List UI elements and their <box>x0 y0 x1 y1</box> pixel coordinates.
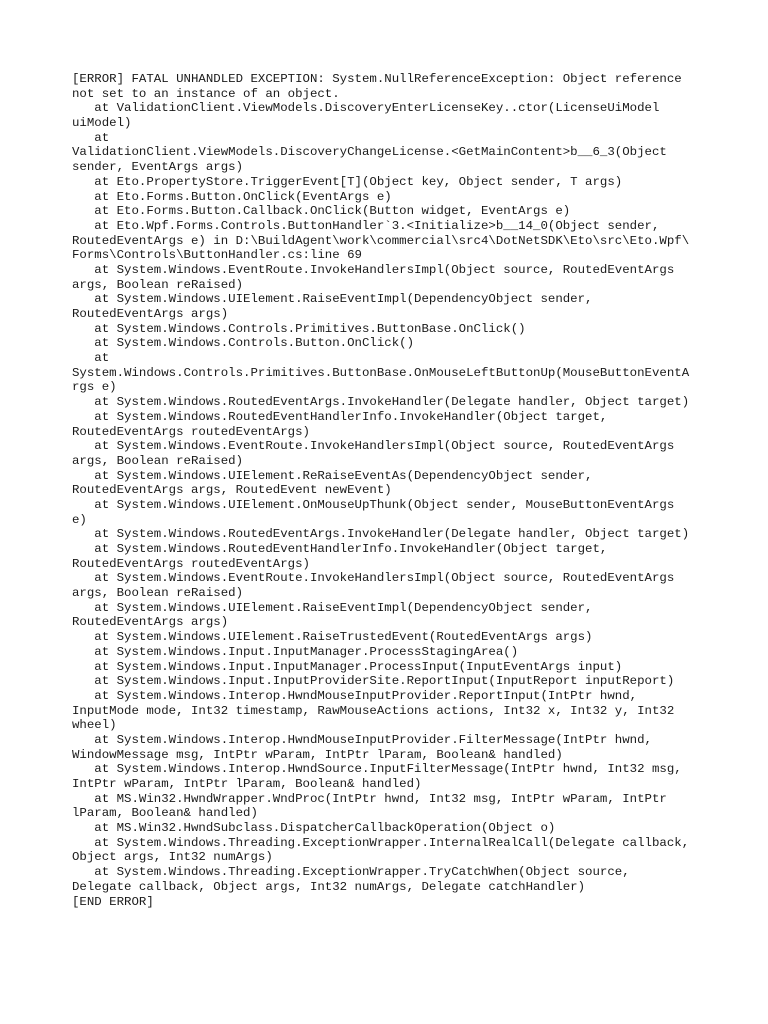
log-line: at System.Windows.UIElement.OnMouseUpThunk(Object sender, MouseButtonEventArgs <box>72 497 675 512</box>
log-line: at System.Windows.Threading.ExceptionWrapper.TryCatchWhen(Object source, <box>72 865 630 880</box>
log-line: Delegate callback, Object args, Int32 numArgs, Delegate catchHandler) <box>72 879 586 894</box>
log-line: RoutedEventArgs args) <box>72 307 229 321</box>
log-line: at Eto.Forms.Button.Callback.OnClick(Button widget, EventArgs e) <box>72 204 571 219</box>
log-line: rgs e) <box>72 380 117 395</box>
log-line: Forms\Controls\ButtonHandler.cs:line 69 <box>72 248 362 263</box>
log-line: at MS.Win32.HwndWrapper.WndProc(IntPtr hwnd, Int32 msg, IntPtr wParam, IntPtr <box>72 791 667 806</box>
log-line: at ValidationClient.ViewModels.DiscoveryEnterLicenseKey..ctor(LicenseUiModel <box>72 101 660 116</box>
log-line: at System.Windows.EventRoute.InvokeHandlersImpl(Object source, RoutedEventArgs <box>72 439 675 454</box>
log-line: RoutedEventArgs routedEventArgs) <box>72 424 310 439</box>
log-line: at System.Windows.Controls.Primitives.ButtonBase.OnClick() <box>72 321 526 336</box>
log-line: Object args, Int32 numArgs) <box>72 850 273 865</box>
log-line: at System.Windows.EventRoute.InvokeHandlersImpl(Object source, RoutedEventArgs <box>72 262 675 277</box>
log-line: at System.Windows.RoutedEventArgs.InvokeHandler(Delegate handler, Object target) <box>72 527 690 542</box>
log-line: at MS.Win32.HwndSubclass.DispatcherCallbackOperation(Object o) <box>72 821 556 836</box>
log-line: at System.Windows.RoutedEventArgs.InvokeHandler(Delegate handler, Object target) <box>72 395 690 410</box>
log-line: at Eto.PropertyStore.TriggerEvent[T](Object key, Object sender, T args) <box>72 174 623 189</box>
log-line: RoutedEventArgs args) <box>72 615 229 630</box>
log-line: not set to an instance of an object. <box>72 86 340 101</box>
log-line: at System.Windows.Threading.ExceptionWrapper.InternalRealCall(Delegate callback, <box>72 835 690 850</box>
log-line: at System.Windows.Interop.HwndSource.InputFilterMessage(IntPtr hwnd, Int32 msg, <box>72 762 682 777</box>
log-line: IntPtr wParam, IntPtr lParam, Boolean& handled) <box>72 777 422 791</box>
log-line: at <box>72 130 110 145</box>
log-line: ValidationClient.ViewModels.DiscoveryChangeLicense.<GetMainContent>b__6_3(Object <box>72 145 667 160</box>
log-line: at System.Windows.Input.InputProviderSite.ReportInput(InputReport inputReport) <box>72 674 675 689</box>
log-line: at System.Windows.Interop.HwndMouseInputProvider.ReportInput(IntPtr hwnd, <box>72 688 638 703</box>
log-line: at System.Windows.Controls.Button.OnClick() <box>72 336 415 351</box>
log-line: at System.Windows.EventRoute.InvokeHandlersImpl(Object source, RoutedEventArgs <box>72 571 675 586</box>
log-line: at Eto.Wpf.Forms.Controls.ButtonHandler`3.<Initialize>b__14_0(Object sender, <box>72 218 660 233</box>
log-line: [ERROR] FATAL UNHANDLED EXCEPTION: System.NullReferenceException: Object reference <box>72 72 682 86</box>
log-line: WindowMessage msg, IntPtr wParam, IntPtr lParam, Boolean& handled) <box>72 747 563 762</box>
log-line: at System.Windows.UIElement.ReRaiseEventAs(DependencyObject sender, <box>72 468 593 483</box>
log-line: System.Windows.Controls.Primitives.ButtonBase.OnMouseLeftButtonUp(MouseButtonEventA <box>72 365 690 380</box>
log-line: RoutedEventArgs args, RoutedEvent newEvent) <box>72 483 392 498</box>
log-line: at System.Windows.Interop.HwndMouseInputProvider.FilterMessage(IntPtr hwnd, <box>72 732 652 747</box>
log-line: [END ERROR] <box>72 894 154 909</box>
log-line: RoutedEventArgs routedEventArgs) <box>72 556 310 571</box>
log-line: at System.Windows.Input.InputManager.ProcessStagingArea() <box>72 644 519 659</box>
log-line: at System.Windows.UIElement.RaiseEventImpl(DependencyObject sender, <box>72 600 593 615</box>
log-line: lParam, Boolean& handled) <box>72 806 258 821</box>
log-line: args, Boolean reRaised) <box>72 586 244 601</box>
log-line: at System.Windows.UIElement.RaiseEventImpl(DependencyObject sender, <box>72 292 593 307</box>
log-line: wheel) <box>72 718 117 733</box>
log-line: RoutedEventArgs e) in D:\BuildAgent\work\commercial\src4\DotNetSDK\Eto\src\Eto.Wpf\ <box>72 233 690 248</box>
log-line: sender, EventArgs args) <box>72 160 244 175</box>
log-line: at Eto.Forms.Button.OnClick(EventArgs e) <box>72 189 392 204</box>
log-line: InputMode mode, Int32 timestamp, RawMouseActions actions, Int32 x, Int32 y, Int32 <box>72 703 675 718</box>
log-line: at System.Windows.RoutedEventHandlerInfo.InvokeHandler(Object target, <box>72 409 608 424</box>
log-line: args, Boolean reRaised) <box>72 277 244 292</box>
log-line: uiModel) <box>72 116 132 131</box>
log-line: at System.Windows.Input.InputManager.ProcessInput(InputEventArgs input) <box>72 659 623 674</box>
log-line: at <box>72 351 110 366</box>
log-line: at System.Windows.UIElement.RaiseTrustedEvent(RoutedEventArgs args) <box>72 630 593 645</box>
log-line: at System.Windows.RoutedEventHandlerInfo.InvokeHandler(Object target, <box>72 542 608 556</box>
log-line: args, Boolean reRaised) <box>72 453 244 468</box>
log-line: e) <box>72 512 87 527</box>
error-log-text <box>72 72 712 909</box>
